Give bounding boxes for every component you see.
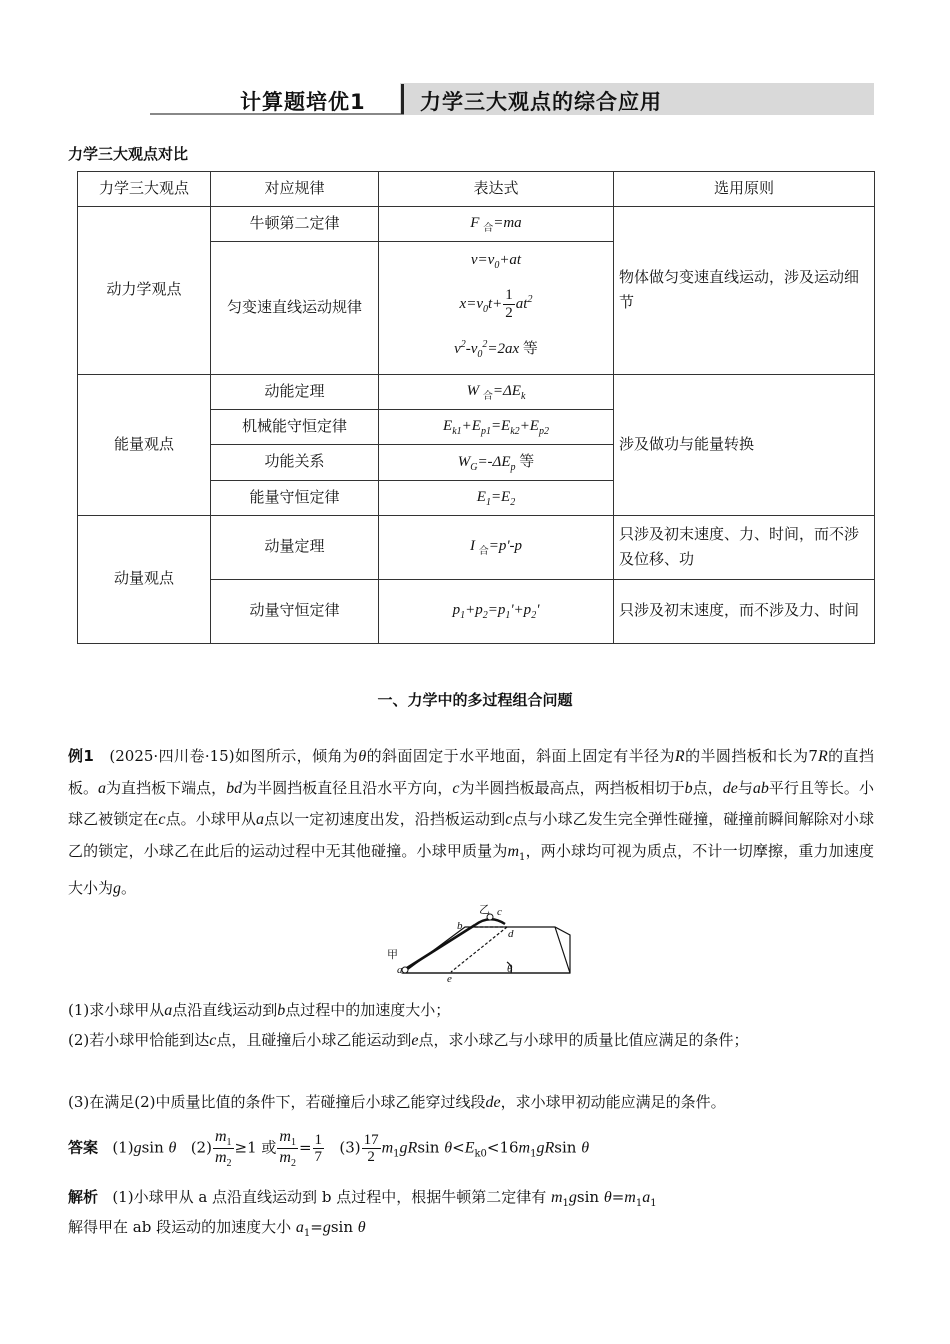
chapter-subtitle: 力学三大观点的综合应用 xyxy=(420,90,662,114)
law-cell: 能量守恒定律 xyxy=(211,480,379,515)
example-paragraph: 例1 (2025·四川卷·15)如图所示，倾角为θ的斜面固定于水平地面，斜面上固定有半径为R的半圆挡板和长为7R的直挡板。a为直挡板下端点，bd为半圆挡板直径且沿水平方向，c为半圆挡板最高点，两挡板相切于b点，de与ab平行且等长。小球乙被锁定在c点。小球甲从a点以一定初速度出发，沿挡板运动到c点与小球乙发生完全弹性碰撞，碰撞前瞬间解除对小球乙的锁定，小球乙在此后的运动过程中无其他碰撞。小球甲质量为$m_1$，两小球均可视为质点，不计一切摩擦，重力加速度大小为g。 xyxy=(68,747,874,897)
law-cell: 动量守恒定律 xyxy=(211,579,379,643)
chapter-title: 计算题培优1 xyxy=(240,90,366,114)
law-cell: 机械能守恒定律 xyxy=(211,409,379,444)
question-3: (3)在满足(2)中质量比值的条件下，若碰撞后小球乙能穿过线段de，求小球甲初动能应满足的条件。 xyxy=(68,1093,726,1111)
label-theta: θ xyxy=(507,963,513,975)
title-separator xyxy=(401,84,404,114)
formula-cell: $p_1+p_2=p_1'+p_2'$ xyxy=(379,579,614,643)
label-jia: 甲 xyxy=(387,949,398,961)
table-row xyxy=(78,374,875,409)
formula-cell: $E_1=E_2$ xyxy=(379,480,614,515)
answer-line: 答案 (1)gsin θ (2) $\frac{m_1}{m_2}$ ≥1 或 $\frac{m_1}{m_2}$ = $\frac{1}{7}$ (3) $\frac{17}{2}$ $m_1gRsin$ $\theta<E_{k0}<16m_1gRsin$ θ xyxy=(68,1128,590,1169)
formula-cell: W $_合=\Delta E_k$ xyxy=(379,374,614,409)
label-c: c xyxy=(497,906,502,918)
law-cell: 牛顿第二定律 xyxy=(211,206,379,241)
label-a: a xyxy=(397,964,403,976)
analysis-label: 解析 xyxy=(68,1188,99,1206)
incline-outline xyxy=(403,927,570,973)
law-cell: 匀变速直线运动规律 xyxy=(211,241,379,374)
formula-cell: F $_合$=ma xyxy=(379,206,614,241)
principle-cell: 涉及做功与能量转换 xyxy=(614,374,875,515)
question-1: (1)求小球甲从a点沿直线运动到b点过程中的加速度大小； xyxy=(68,1001,451,1019)
example-source: (2025·四川卷·15) xyxy=(109,747,235,765)
ball-jia xyxy=(402,967,408,973)
label-e: e xyxy=(447,973,452,985)
analysis-line-1: 解析 (1)小球甲从 a 点沿直线运动到 b 点过程中，根据牛顿第二定律有 $m_1gsin$ $\theta=m_1a_1$ xyxy=(68,1188,657,1209)
law-cell: 动量定理 xyxy=(211,515,379,579)
table-row xyxy=(78,515,875,579)
label-yi: 乙 xyxy=(479,904,490,916)
header-cell: 对应规律 xyxy=(211,172,379,207)
viewpoint-cell: 动量观点 xyxy=(78,515,211,643)
comparison-table xyxy=(77,171,875,644)
law-cell: 功能关系 xyxy=(211,444,379,480)
header-cell: 力学三大观点 xyxy=(78,172,211,207)
section-label: 力学三大观点对比 xyxy=(68,145,189,163)
formula-cell: $v=v_0+at$ $x=v_0t+$ $\frac{1}{2}$ $at^2$ $v^2-v_0^2=2ax$ 等 xyxy=(379,241,614,374)
viewpoint-cell: 能量观点 xyxy=(78,374,211,515)
formula-cell: I $_合$=p'-p xyxy=(379,515,614,579)
header-cell: 选用原则 xyxy=(614,172,875,207)
table-row xyxy=(78,206,875,241)
principle-cell: 只涉及初末速度、力、时间，而不涉及位移、功 xyxy=(614,515,875,579)
analysis-line-2: 解得甲在 ab 段运动的加速度大小 $a_1=gsin$ θ xyxy=(68,1218,366,1239)
incline-figure xyxy=(385,900,575,985)
label-d: d xyxy=(508,928,514,940)
formula-cell: $E_{k1}+E_{p1}=E_{k2}+E_{p2}$ xyxy=(379,409,614,444)
question-2: (2)若小球甲恰能到达c点，且碰撞后小球乙能运动到e点，求小球乙与小球甲的质量比值应满足的条件； xyxy=(68,1031,749,1049)
principle-cell: 只涉及初末速度，而不涉及力、时间 xyxy=(614,579,875,643)
section-heading: 一、力学中的多过程组合问题 xyxy=(377,691,573,709)
principle-cell: 物体做匀变速直线运动，涉及运动细节 xyxy=(614,206,875,374)
example-label: 例1 xyxy=(68,747,94,765)
header-cell: 表达式 xyxy=(379,172,614,207)
law-cell: 动能定理 xyxy=(211,374,379,409)
table-header-row xyxy=(78,172,875,207)
viewpoint-cell: 动力学观点 xyxy=(78,206,211,374)
straight-board xyxy=(407,925,475,968)
answer-label: 答案 xyxy=(68,1138,99,1157)
label-b: b xyxy=(457,920,463,932)
formula-cell: $W_G=-\Delta E_p$ 等 xyxy=(379,444,614,480)
